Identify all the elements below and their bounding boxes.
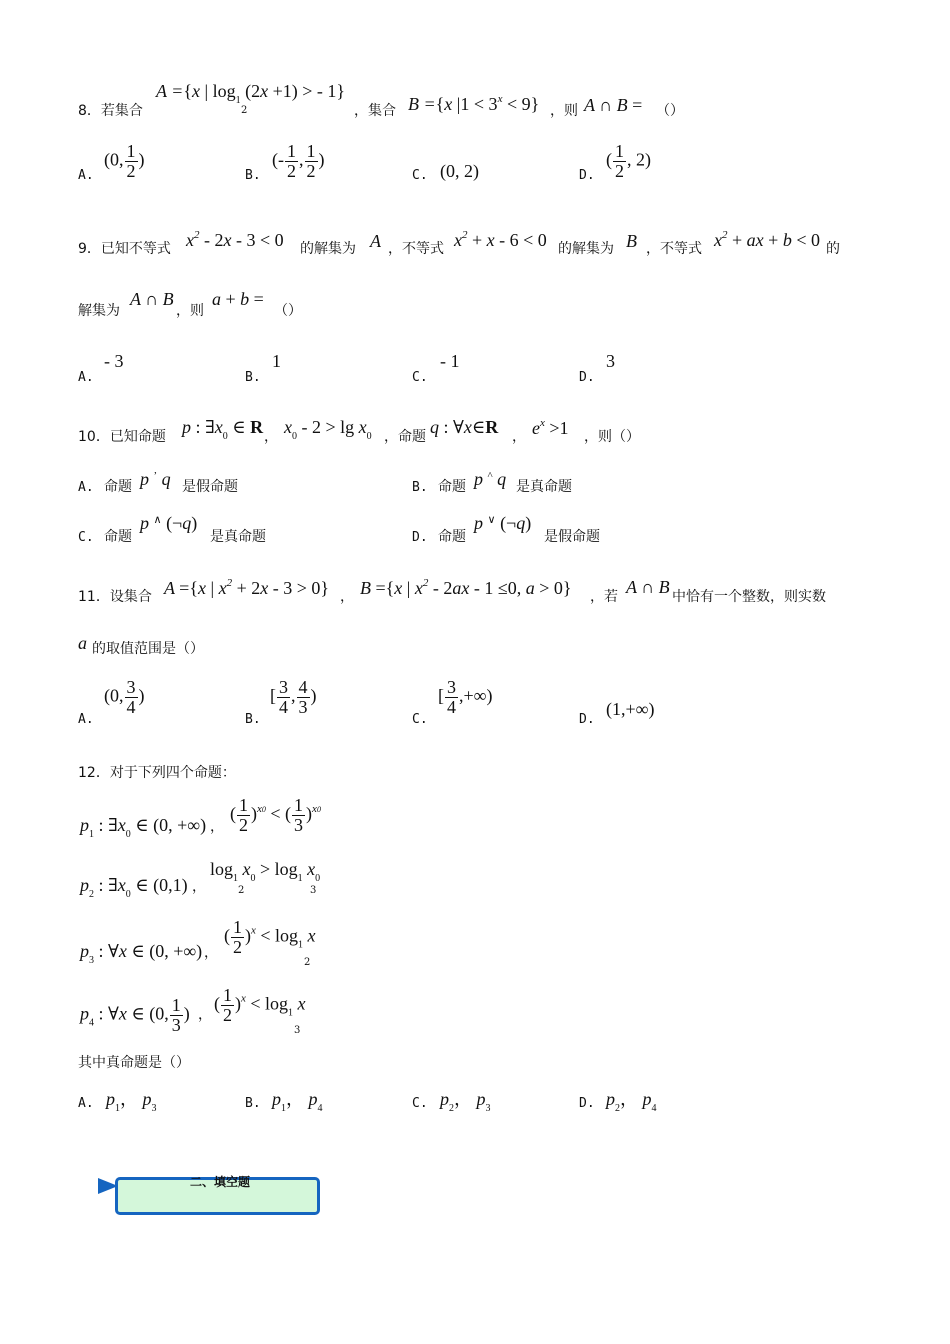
q11-option-a[interactable]: A. <box>78 712 94 727</box>
a-cap-b-9: A ∩ B <box>130 289 174 309</box>
p2-comma: ， <box>192 879 206 895</box>
q11-number: 11．设集合 <box>78 589 152 605</box>
p4-base: 3 <box>294 1025 301 1036</box>
q11-t3: 中恰有一个整数，则实数 <box>672 589 826 605</box>
q9-line1 <box>78 228 858 258</box>
q8-option-b[interactable]: B. <box>245 168 261 183</box>
p4-comma: ， <box>198 1007 212 1023</box>
q8-option-a[interactable]: A. <box>78 168 94 183</box>
q9-t3: 的解集为 <box>558 241 614 257</box>
prop-p4 <box>80 986 380 1036</box>
q11-option-c-value: [ $\frac{3}{4}$ ,+∞) <box>438 677 493 717</box>
p3-comma: ， <box>204 945 218 961</box>
opt-a-expr: p $^ʼ$ q <box>140 469 171 489</box>
ineq-3: $x^2$ + ax + b < 0 <box>714 229 820 250</box>
q8-option-b-value: (- $\frac{1}{2}$ , $\frac{1}{2}$ ) <box>272 141 325 181</box>
q12-option-b-value: $p_1$， $p_4$ <box>272 1089 323 1114</box>
section-title: 二、填空题 <box>190 1175 251 1189</box>
q8-mid: ，集合 <box>354 103 396 119</box>
prop-p: p : $\exists x_0$ ∈ R <box>182 417 264 442</box>
q11-line1 <box>78 578 868 608</box>
q9-l2c: （） <box>274 303 302 319</box>
q10-t1: ， <box>264 429 278 445</box>
q10-option-b[interactable]: B. <box>412 480 428 495</box>
p4-domain: $p_4$ : ∀x ∈ (0, $\frac{1}{3}$ ) <box>80 995 190 1035</box>
q10-t4: ，则（） <box>584 429 640 445</box>
opt-c-prefix: 命题 <box>104 529 132 545</box>
q12-option-c-value: $p_2$， $p_3$ <box>440 1089 491 1114</box>
q12-tail: 其中真命题是（） <box>78 1055 190 1071</box>
q8-option-d[interactable]: D. <box>579 168 595 183</box>
q9-option-a[interactable]: A. <box>78 370 94 385</box>
q8-option-c-value: (0, 2) <box>440 161 479 181</box>
var-a: a <box>78 633 87 653</box>
q11-option-b-value: [ $\frac{3}{4}$ , $\frac{4}{3}$ ) <box>270 677 317 717</box>
prop-p1 <box>80 796 380 846</box>
opt-b-suffix: 是真命题 <box>516 479 572 495</box>
opt-a-prefix: 命题 <box>104 479 132 495</box>
q10-number: 10．已知命题 <box>78 429 166 445</box>
q12-option-d-value: $p_2$， $p_4$ <box>606 1089 657 1114</box>
opt-d-prefix: 命题 <box>438 529 466 545</box>
q12-option-a[interactable]: A. <box>78 1096 94 1111</box>
opt-c-suffix: 是真命题 <box>210 529 266 545</box>
set-b-def: B ={x $|1 < 3^x < 9$} <box>408 93 540 114</box>
q9-option-c[interactable]: C. <box>412 370 428 385</box>
q9-t2: ，不等式 <box>388 241 444 257</box>
ineq-2: $x^2 + x - 6 < 0$ <box>454 229 547 250</box>
p2-domain: $p_2$ : $\exists x_0$ ∈ (0,1) <box>80 875 188 900</box>
q11-option-c[interactable]: C. <box>412 712 428 727</box>
q12-option-a-value: $p_1$， $p_3$ <box>106 1089 157 1114</box>
q9-t5: 的 <box>826 241 840 257</box>
opt-a-suffix: 是假命题 <box>182 479 238 495</box>
q9-option-d-value: 3 <box>606 351 615 371</box>
q10-option-a[interactable]: A. <box>78 480 94 495</box>
q9-t1: 的解集为 <box>300 241 356 257</box>
q9-option-c-value: - 1 <box>440 351 460 371</box>
q8-number: 8．若集合 <box>78 103 143 119</box>
prop-q: q : ∀x∈R <box>430 417 499 437</box>
set-a-11: A ={x | $x^2 + 2x - 3 > 0$} <box>164 577 330 598</box>
p1-domain: $p_1$ : $\exists x_0$ ∈ (0, +∞) <box>80 815 207 840</box>
p2-expr: $\log_1 x_0 > \log_1 x_0$ <box>210 859 321 884</box>
ineq-1: $x^2 - 2x - 3 < 0$ <box>186 229 284 250</box>
a-cap-b: A ∩ B = <box>584 95 643 115</box>
q9-option-b-value: 1 <box>272 351 281 371</box>
q11-option-a-value: (0, $\frac{3}{4}$ ) <box>104 677 145 717</box>
q10-option-c-text <box>104 514 324 544</box>
q9-option-b[interactable]: B. <box>245 370 261 385</box>
q9-number: 9．已知不等式 <box>78 241 171 257</box>
q10-option-a-text <box>104 470 304 500</box>
q11-t1: ， <box>340 589 354 605</box>
log-base-half: 2 <box>241 105 248 116</box>
p3-base: 2 <box>304 957 311 968</box>
p1-comma: ， <box>210 819 224 835</box>
q9-t4: ，不等式 <box>646 241 702 257</box>
opt-c-expr: p ∧ (¬q) <box>140 513 198 533</box>
p2-base-2: 3 <box>310 885 317 896</box>
q9-option-d[interactable]: D. <box>579 370 595 385</box>
q8-option-a-value: (0, $\frac{1}{2}$ ) <box>104 141 145 181</box>
q11-option-b[interactable]: B. <box>245 712 261 727</box>
opt-b-expr: p ^ q <box>474 469 507 489</box>
a-plus-b: a + b = <box>212 289 264 309</box>
set-a-def: A ={x | $\log_1 (2x +1)$ > - 1} <box>156 81 346 106</box>
q10-option-c[interactable]: C. <box>78 530 94 545</box>
q8-end: ，则 <box>550 103 578 119</box>
p1-expr: ( $\frac{1}{2}$ )$^{x0}$ < ( $\frac{1}{3}$ )$^{x0}$ <box>230 795 321 835</box>
prop-q-body: $e^x >1$ <box>532 417 569 438</box>
prop-p-body: $x_0 - 2 > \lg x_0$ <box>284 417 372 442</box>
q11-option-d-value: (1,+∞) <box>606 699 655 719</box>
opt-d-expr: p ∨ (¬q) <box>474 513 532 533</box>
q9-l2a: 解集为 <box>78 303 120 319</box>
p2-base-1: 2 <box>238 885 245 896</box>
q12-option-c[interactable]: C. <box>412 1096 428 1111</box>
set-b-11: B ={x | $x^2 - 2ax - 1 \le 0$, a > 0} <box>360 577 572 598</box>
q11-line2 <box>78 634 378 664</box>
q12-option-d[interactable]: D. <box>579 1096 595 1111</box>
opt-b-prefix: 命题 <box>438 479 466 495</box>
q8-option-d-value: ( $\frac{1}{2}$ , 2) <box>606 141 651 181</box>
p3-expr: ( $\frac{1}{2}$ )$^x < \log_1 x$ <box>224 917 316 957</box>
q11-l2: 的取值范围是（） <box>92 641 204 657</box>
set-b: B <box>626 231 637 251</box>
opt-d-suffix: 是假命题 <box>544 529 600 545</box>
q10-option-b-text <box>438 470 638 500</box>
q10-t3: ， <box>512 429 526 445</box>
p4-expr: ( $\frac{1}{2}$ )$^x < \log_1 x$ <box>214 985 306 1025</box>
q9-line2 <box>78 290 378 320</box>
prop-p2 <box>80 858 380 908</box>
q11-option-d[interactable]: D. <box>579 712 595 727</box>
q8-option-c[interactable]: C. <box>412 168 428 183</box>
q11-t2: ，若 <box>590 589 618 605</box>
q12-number: 12．对于下列四个命题： <box>78 765 236 781</box>
prop-p3 <box>80 918 380 968</box>
a-cap-b-11: A ∩ B <box>626 577 670 597</box>
q10-line <box>78 418 858 448</box>
q10-option-d[interactable]: D. <box>412 530 428 545</box>
p3-domain: $p_3$ : ∀x ∈ (0, +∞) <box>80 941 203 966</box>
q9-option-a-value: - 3 <box>104 351 124 371</box>
q8-tail: （） <box>656 103 684 119</box>
q10-t2: ，命题 <box>384 429 426 445</box>
set-a: A <box>370 231 381 251</box>
q9-l2b: ，则 <box>176 303 204 319</box>
q12-option-b[interactable]: B. <box>245 1096 261 1111</box>
q10-option-d-text <box>438 514 658 544</box>
